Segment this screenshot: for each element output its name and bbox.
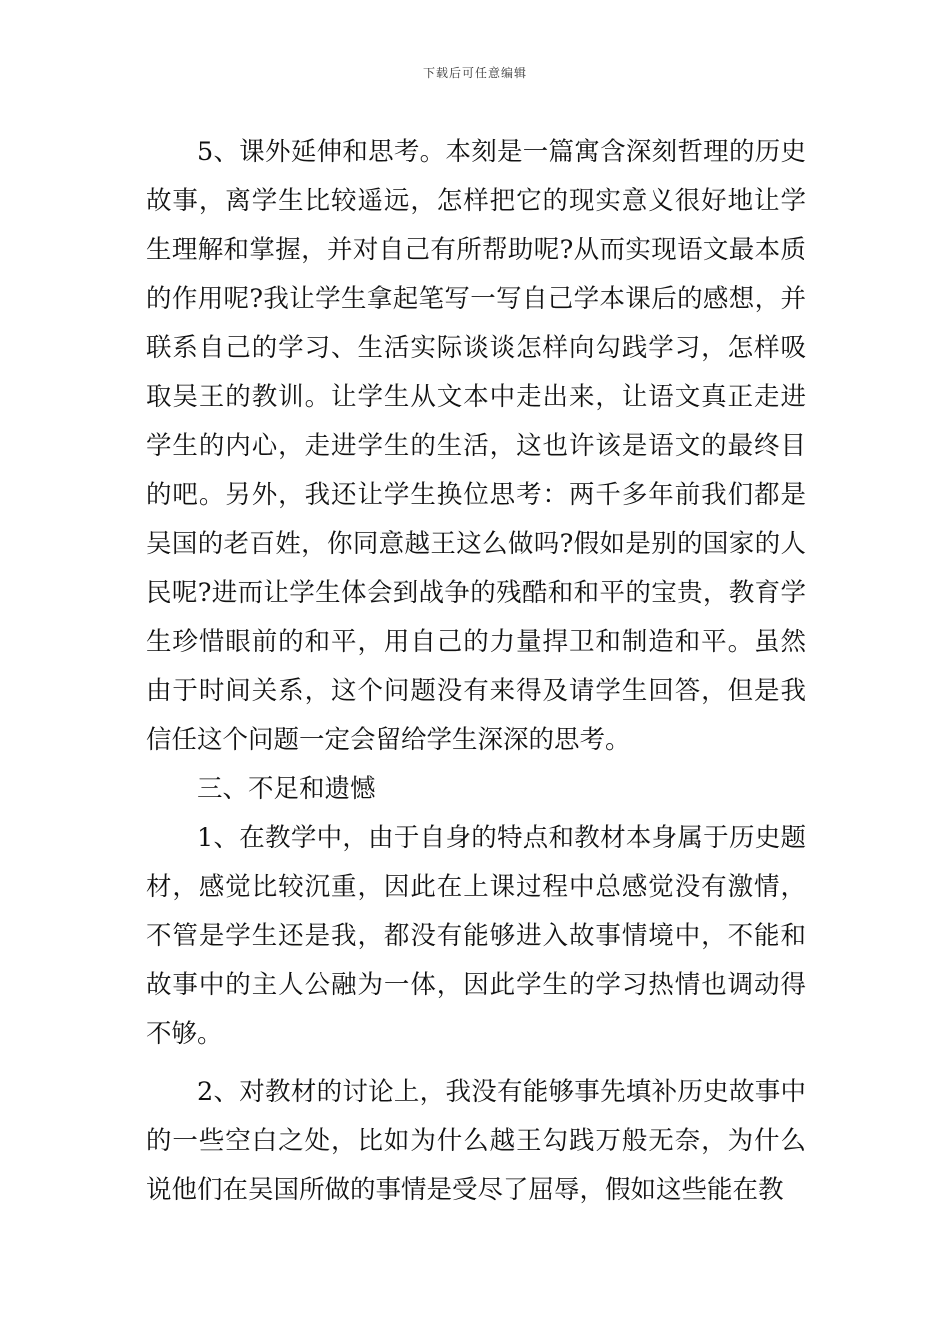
page-header: 下载后可任意编辑 xyxy=(422,66,527,80)
section-heading-shortcomings: 三、不足和遗憾 xyxy=(197,774,376,804)
paragraph-extension-thinking: 5、课外延伸和思考。本刻是一篇寓含深刻哲理的历史故事，离学生比较遥远，怎样把它的现实意义很好地让学生理解和掌握，并对自己有所帮助呢?从而实现语文最本质的作用呢?我让学生拿起笔写一写自己学本课后的感想，并联系自己的学习、生活实际谈谈怎样向勾践学习，怎样吸取吴王的教训。让学生从文本中走出来，让语文真正走进学生的内心，走进学生的生活，这也许该是语文的最终目的吧。另外，我还让学生换位思考：两千多年前我们都是吴国的老百姓，你同意越王这么做吗?假如是别的国家的人民呢?进而让学生体会到战争的残酷和和平的宝贵，教育学生珍惜眼前的和平，用自己的力量捍卫和制造和平。虽然由于时间关系，这个问题没有来得及请学生回答，但是我信任这个问题一定会留给学生深深的思考。 xyxy=(146,137,806,755)
document-body xyxy=(146,128,806,1215)
paragraph-shortcoming-2: 2、对教材的讨论上，我没有能够事先填补历史故事中的一些空白之处，比如为什么越王勾践万般无奈，为什么说他们在吴国所做的事情是受尽了屈辱，假如这些能在教 xyxy=(146,1077,806,1205)
paragraph-shortcoming-1: 1、在教学中，由于自身的特点和教材本身属于历史题材，感觉比较沉重，因此在上课过程中总感觉没有激情，不管是学生还是我，都没有能够进入故事情境中，不能和故事中的主人公融为一体，因此学生的学习热情也调动得不够。 xyxy=(146,823,806,1049)
